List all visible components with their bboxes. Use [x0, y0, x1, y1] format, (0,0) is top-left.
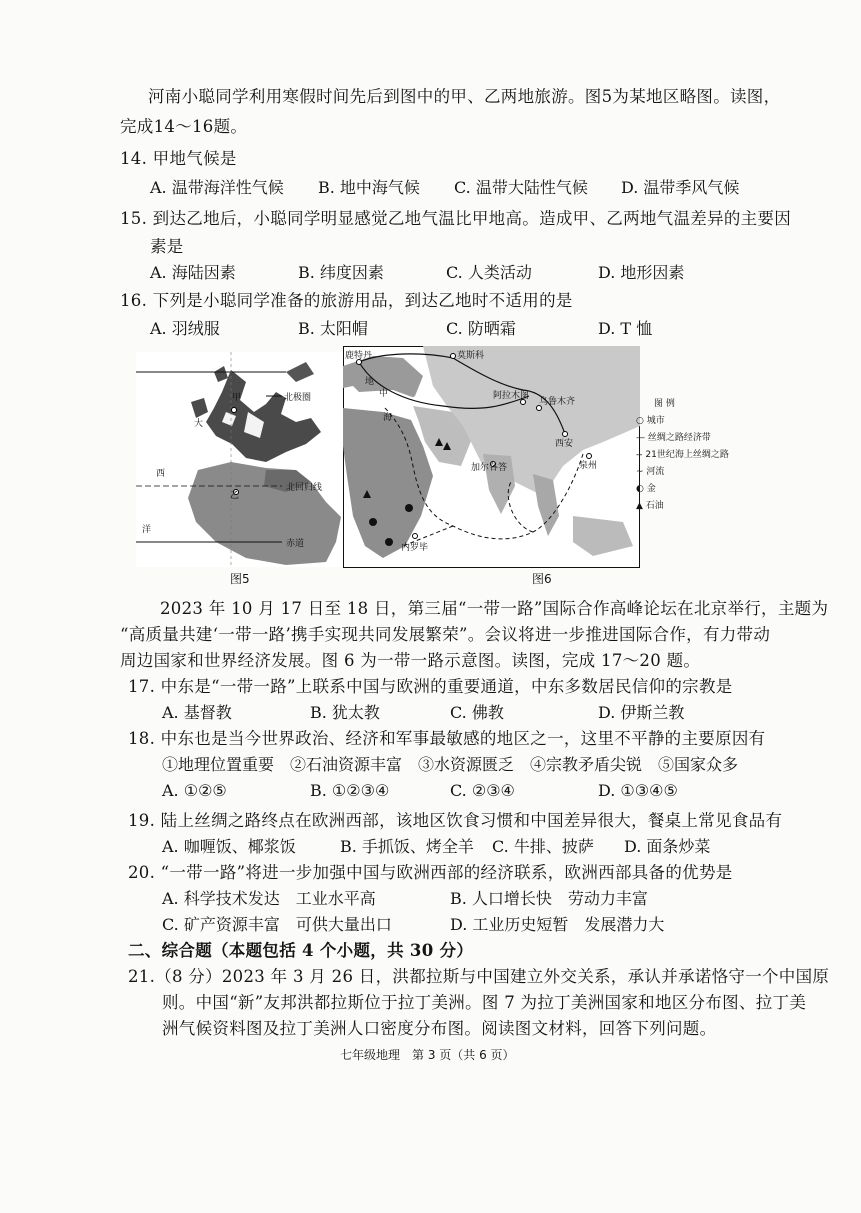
fig6-city-nairobi: 内罗毕 [401, 543, 429, 553]
q19-stem: 19. 陆上丝绸之路终点在欧洲西部，该地区饮食习惯和中国差异很大，餐桌上常见食品有 [128, 811, 783, 830]
q14-option-a: A. 温带海洋性气候 [150, 178, 284, 197]
q18-items: ①地理位置重要 ②石油资源丰富 ③水资源匮乏 ④宗教矛盾尖锐 ⑤国家众多 [162, 755, 739, 774]
q20-option-b: B. 人口增长快 劳动力丰富 [450, 889, 648, 908]
figure-6-legend [636, 396, 756, 526]
page-footer: 七年级地理 第 3 页（共 6 页） [340, 1048, 515, 1062]
q14-option-b: B. 地中海气候 [318, 178, 420, 197]
legend-item-silk-belt: — 丝绸之路经济带 [636, 433, 711, 443]
q15-stem-line1: 15. 到达乙地后，小聪同学明显感觉乙地气温比甲地高。造成甲、乙两地气温差异的主要因 [120, 209, 792, 228]
q16-option-c: C. 防晒霜 [446, 319, 516, 338]
fig6-city-moscow: 莫斯科 [457, 351, 485, 361]
fig5-label-xi: 西 [156, 469, 166, 479]
figure-6-caption: 图6 [532, 572, 552, 586]
fig5-label-yi: 乙 [230, 491, 240, 501]
fig6-region-hai: 海 [383, 413, 393, 423]
fig5-label-arctic: 北极圈 [284, 393, 312, 403]
q16-option-a: A. 羽绒服 [150, 319, 220, 338]
legend-item-maritime-road: -- 21世纪海上丝绸之路 [636, 450, 729, 460]
oil-icon: ▲ [636, 501, 643, 511]
city-icon: ○ [636, 416, 644, 426]
intro-17-20-line1: 2023 年 10 月 17 日至 18 日，第三届“一带一路”国际合作高峰论坛在北京举行，主题为 [160, 599, 829, 618]
q20-option-d: D. 工业历史短暂 发展潜力大 [450, 915, 665, 934]
fig6-city-kolkata: 加尔各答 [471, 463, 508, 473]
section-2-heading: 二、综合题（本题包括 4 个小题，共 30 分） [128, 941, 474, 960]
q18-option-a: A. ①②⑤ [162, 781, 227, 800]
q18-stem: 18. 中东也是当今世界政治、经济和军事最敏感的地区之一，这里不平静的主要原因有 [128, 729, 766, 748]
legend-title: 图 例 [654, 399, 675, 409]
dashed-line-icon: -- [636, 450, 643, 460]
q19-option-a: A. 咖喱饭、椰浆饭 [162, 837, 296, 856]
legend-item-oil: ▲ 石油 [636, 501, 664, 511]
legend-item-river: ~ 河流 [636, 467, 665, 477]
q20-option-c: C. 矿产资源丰富 可供大量出口 [162, 915, 392, 934]
fig6-city-urumqi: 乌鲁木齐 [539, 397, 576, 407]
fig5-label-tropic: 北回归线 [286, 483, 323, 493]
q21-line2: 则。中国“新”友邦洪都拉斯位于拉丁美洲。图 7 为拉丁美洲国家和地区分布图、拉丁美 [162, 993, 807, 1012]
q18-option-c: C. ②③④ [450, 781, 515, 800]
solid-line-icon: — [636, 433, 645, 443]
q14-option-d: D. 温带季风气候 [621, 178, 740, 197]
q15-stem-line2: 素是 [150, 237, 184, 256]
q18-option-d: D. ①③④⑤ [598, 781, 678, 800]
q15-option-a: A. 海陆因素 [150, 263, 236, 282]
q15-option-c: C. 人类活动 [446, 263, 532, 282]
fig5-label-yang: 洋 [142, 525, 152, 535]
q21-line3: 洲气候资料图及拉丁美洲人口密度分布图。阅读图文材料，回答下列问题。 [162, 1019, 717, 1038]
q21-line1: 21.（8 分）2023 年 3 月 26 日，洪都拉斯与中国建立外交关系，承认并承诺恪守一个中国原 [128, 967, 830, 986]
fig6-city-luteerdan: 鹿特丹 [345, 351, 373, 361]
fig5-label-da: 大 [194, 419, 204, 429]
fig6-region-zhong: 中 [379, 389, 389, 399]
intro-17-20-line2: “高质量共建‘一带一路’携手实现共同发展繁荣”。会议将进一步推进国际合作，有力带动 [120, 625, 771, 644]
q14-option-c: C. 温带大陆性气候 [454, 178, 588, 197]
q17-stem: 17. 中东是“一带一路”上联系中国与欧洲的重要通道，中东多数居民信仰的宗教是 [128, 677, 733, 696]
intro-14-16-line2: 完成14～16题。 [120, 117, 248, 136]
q20-stem: 20. “一带一路”将进一步加强中国与欧洲西部的经济联系，欧洲西部具备的优势是 [128, 863, 733, 882]
q16-option-b: B. 太阳帽 [298, 319, 368, 338]
q16-stem: 16. 下列是小聪同学准备的旅游用品，到达乙地时不适用的是 [120, 291, 573, 310]
intro-14-16-line1: 河南小聪同学利用寒假时间先后到图中的甲、乙两地旅游。图5为某地区略图。读图， [148, 87, 781, 106]
q15-option-d: D. 地形因素 [598, 263, 685, 282]
river-icon: ~ [636, 467, 644, 477]
q19-option-c: C. 牛排、披萨 [492, 837, 594, 856]
q17-option-c: C. 佛教 [450, 703, 504, 722]
q19-option-d: D. 面条炒菜 [624, 837, 711, 856]
fig5-label-equator: 赤道 [286, 539, 305, 549]
intro-17-20-line3: 周边国家和世界经济发展。图 6 为一带一路示意图。读图，完成 17～20 题。 [120, 651, 701, 670]
q20-option-a: A. 科学技术发达 工业水平高 [162, 889, 376, 908]
figure-6-map [343, 346, 640, 568]
figure-5-caption: 图5 [230, 572, 250, 586]
figure-5-map [136, 352, 346, 567]
q17-option-d: D. 伊斯兰教 [598, 703, 685, 722]
legend-item-city: ○ 城市 [636, 416, 665, 426]
q18-option-b: B. ①②③④ [310, 781, 390, 800]
fig6-city-almaty: 阿拉木图 [493, 391, 530, 401]
q17-option-a: A. 基督教 [162, 703, 232, 722]
fig5-label-jia: 甲 [232, 393, 242, 403]
q15-option-b: B. 纬度因素 [298, 263, 384, 282]
gold-icon: ◐ [636, 484, 644, 494]
q17-option-b: B. 犹太教 [310, 703, 380, 722]
fig6-city-quanzhou: 泉州 [579, 461, 598, 471]
fig6-city-xian: 西安 [555, 439, 574, 449]
q14-stem: 14. 甲地气候是 [120, 149, 237, 168]
fig6-region-di: 地 [365, 377, 375, 387]
legend-item-gold: ◐ 金 [636, 484, 656, 494]
q19-option-b: B. 手抓饭、烤全羊 [340, 837, 474, 856]
q16-option-d: D. T 恤 [598, 319, 653, 338]
